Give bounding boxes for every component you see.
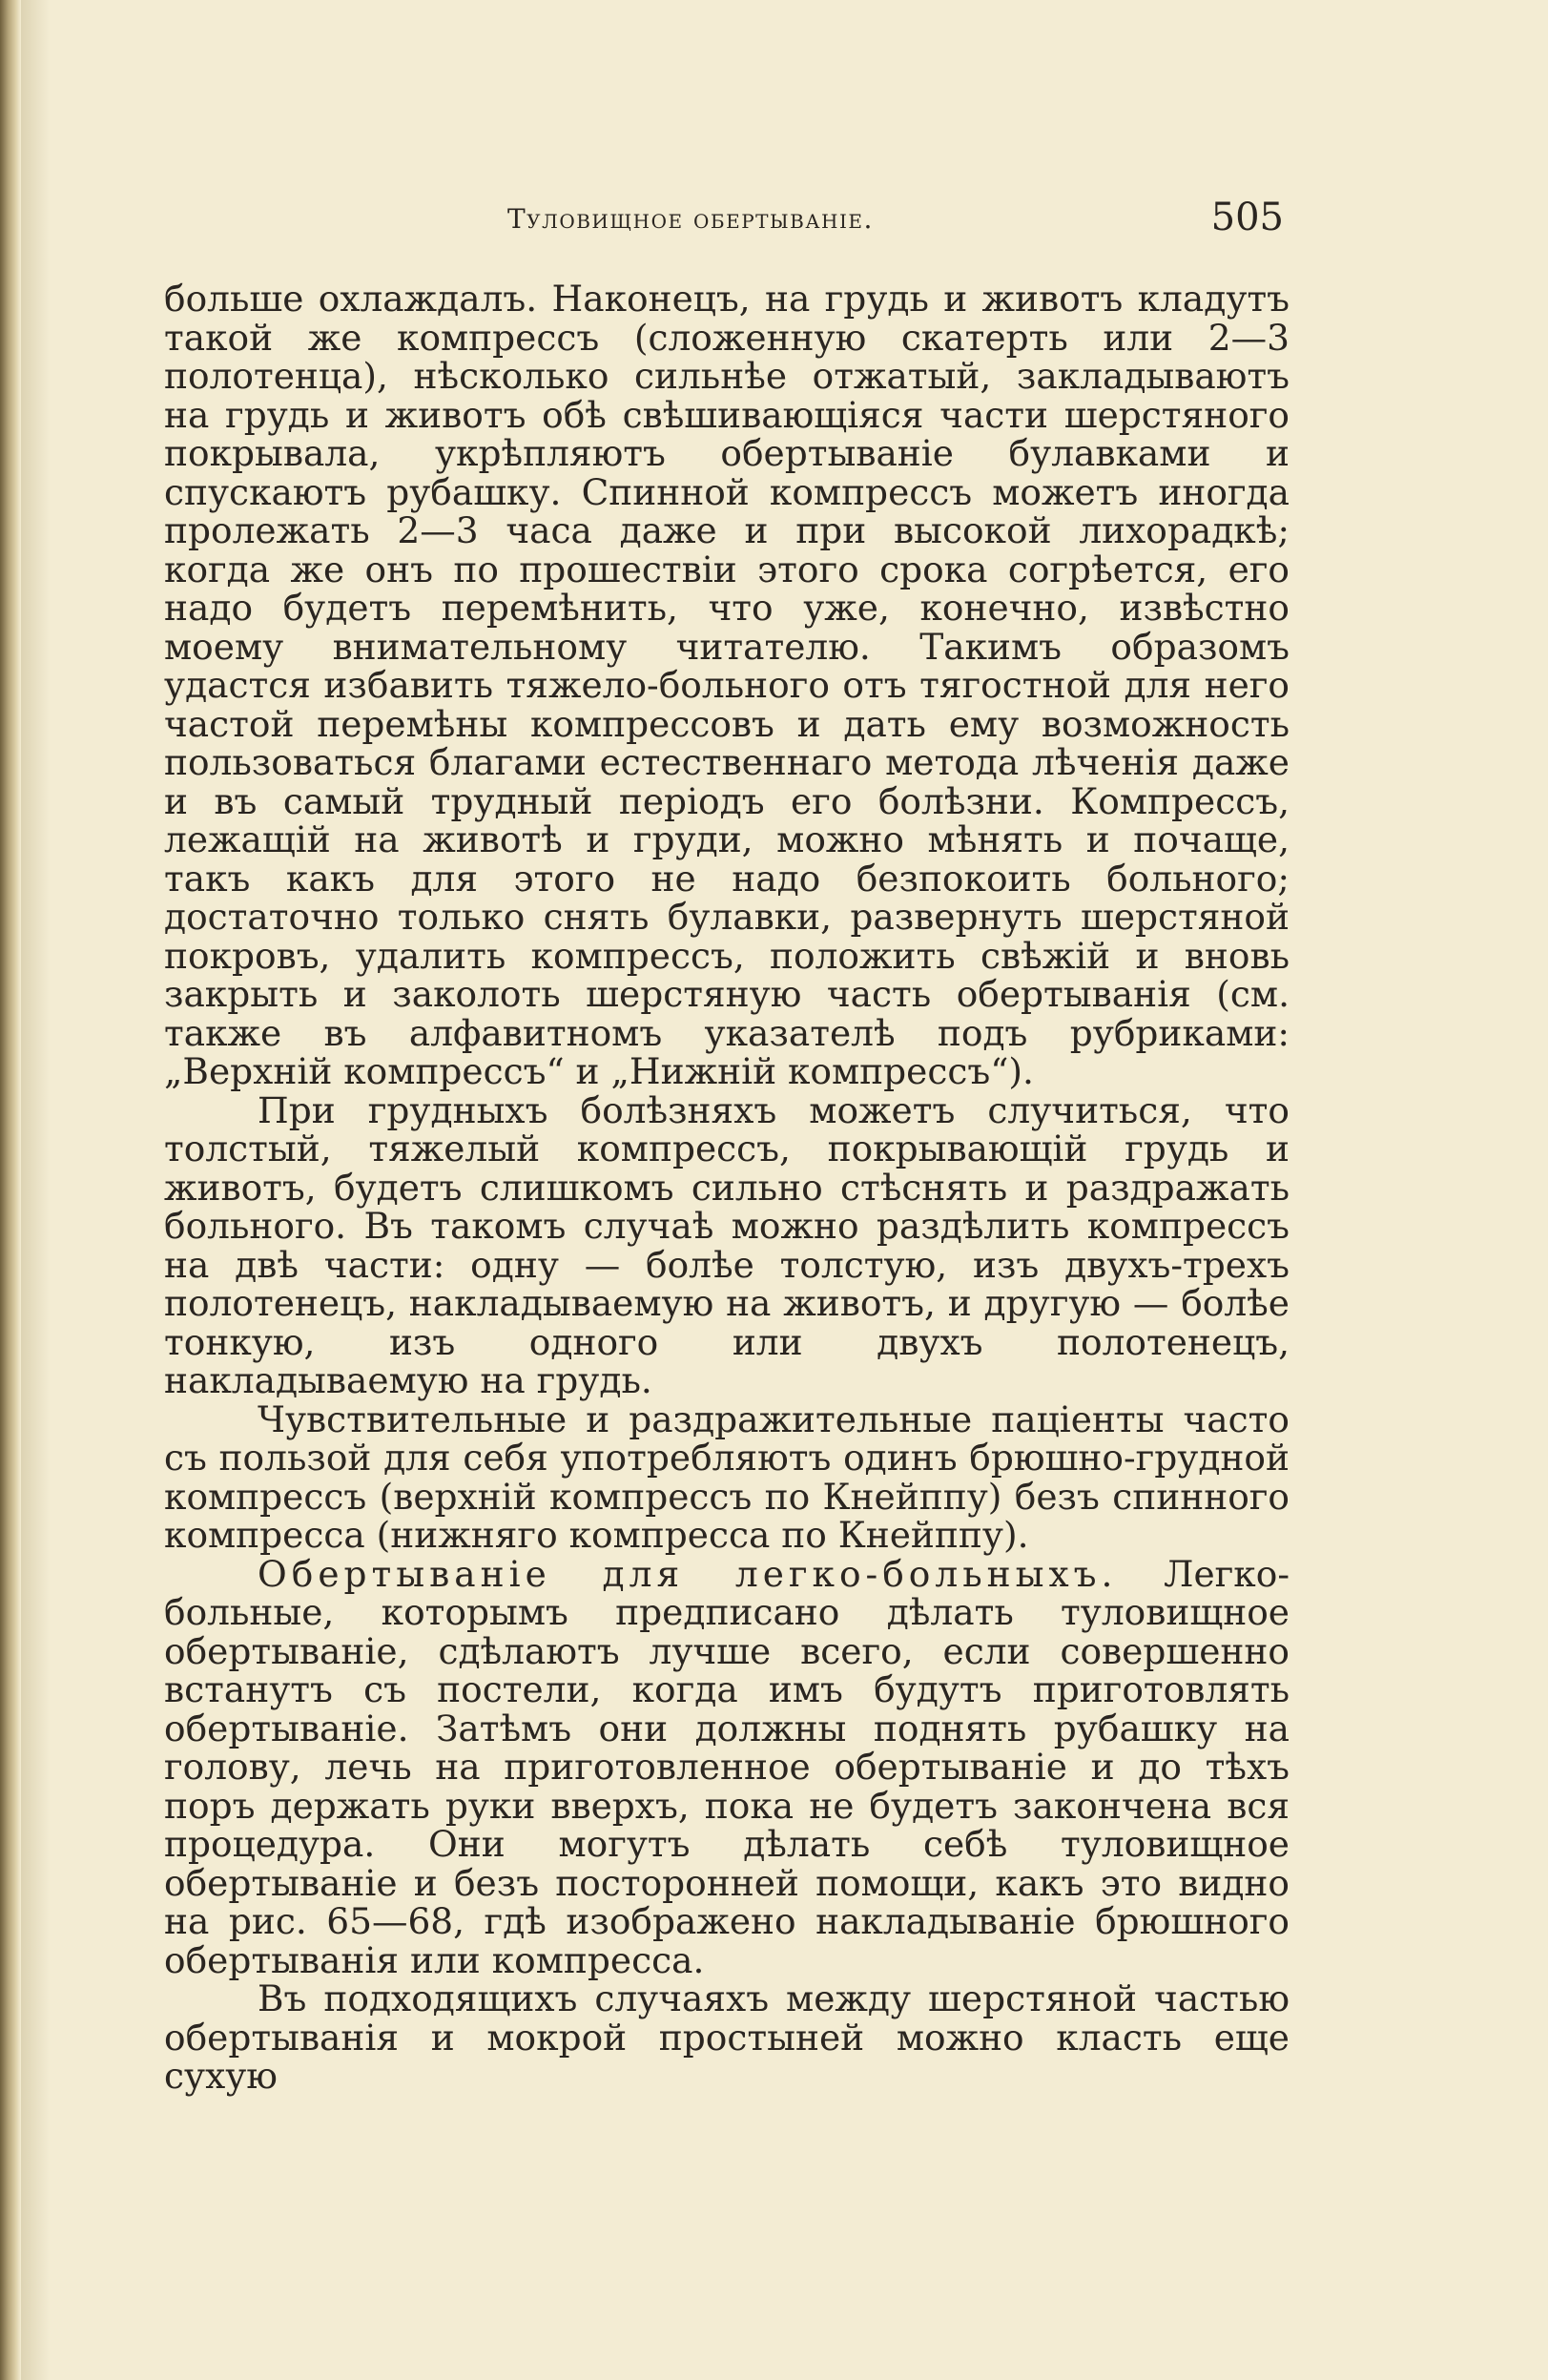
section-heading: Обертываніе для легко-больныхъ.: [258, 1552, 1118, 1595]
paragraph-5: Въ подходящихъ случаяхъ между шерстяной частью обертыванія и мокрой простыней можно класть еще сухую: [164, 1977, 1290, 2097]
book-page: [164, 196, 1290, 2096]
page-header: [164, 196, 1290, 253]
running-title: Туловищное обертываніе.: [507, 203, 874, 235]
body-text: [164, 279, 1290, 2096]
paragraph-1: больше охлаждалъ. Наконецъ, на грудь и животъ кладутъ такой же компрессъ (сложенную скатерть или 2—3 полотенца), нѣсколько сильнѣе отжатый, закладываютъ на грудь и животъ обѣ свѣшивающіяся части шерстяного покрывала, укрѣпляютъ обертываніе булавками и спускаютъ рубашку. Спинной компрессъ можетъ иногда пролежать 2—3 часа даже и при высокой лихорадкѣ; когда же онъ по прошествіи этого срока согрѣется, его надо будетъ перемѣнить, что уже, конечно, извѣстно моему внимательному читателю. Такимъ образомъ удастся избавить тяжело-больного отъ тягостной для него частой перемѣны компрессовъ и дать ему возможность пользоваться благами естественнаго метода лѣченія даже и въ самый трудный періодъ его болѣзни. Компрессъ, лежащій на животѣ и груди, можно мѣнять и почаще, такъ какъ для этого не надо безпокоить больного; достаточно только снять булавки, развернуть шерстяной покровъ, удалить компрессъ, положить свѣжій и вновь закрыть и заколоть шерстяную часть обертыванія (см. также въ алфавитномъ указателѣ подъ рубриками: „Верхній компрессъ“ и „Нижній компрессъ“).: [164, 278, 1290, 1092]
paragraph-4: [164, 1552, 1290, 1981]
gutter-shadow: [21, 0, 50, 2380]
book-spine-shadow: [0, 0, 21, 2380]
paragraph-2: При грудныхъ болѣзняхъ можетъ случиться, что толстый, тяжелый компрессъ, покрывающій грудь и животъ, будетъ слишкомъ сильно стѣснять и раздражать больного. Въ такомъ случаѣ можно раздѣлить компрессъ на двѣ части: одну — болѣе толстую, изъ двухъ-трехъ полотенецъ, накладываемую на животъ, и другую — болѣе тонкую, изъ одного или двухъ полотенецъ, накладываемую на грудь.: [164, 1088, 1290, 1401]
paragraph-4-text: Легко-больные, которымъ предписано дѣлать туловищное обертываніе, сдѣлаютъ лучше всего, если совершенно встанутъ съ постели, когда имъ будутъ приготовлять обертываніе. Затѣмъ они должны поднять рубашку на голову, лечь на приготовленное обертываніе и до тѣхъ поръ держать руки вверхъ, пока не будетъ закончена вся процедура. Они могутъ дѣлать себѣ туловищное обертываніе и безъ посторонней помощи, какъ это видно на рис. 65—68, гдѣ изображено накладываніе брюшного обертыванія или компресса.: [164, 1552, 1290, 1981]
page-number: 505: [1210, 196, 1284, 239]
paragraph-3: Чувствительные и раздражительные паціенты часто съ пользой для себя употребляютъ одинъ брюшно-грудной компрессъ (верхній компрессъ по Кнейппу) безъ спинного компресса (нижняго компресса по Кнейппу).: [164, 1397, 1290, 1556]
